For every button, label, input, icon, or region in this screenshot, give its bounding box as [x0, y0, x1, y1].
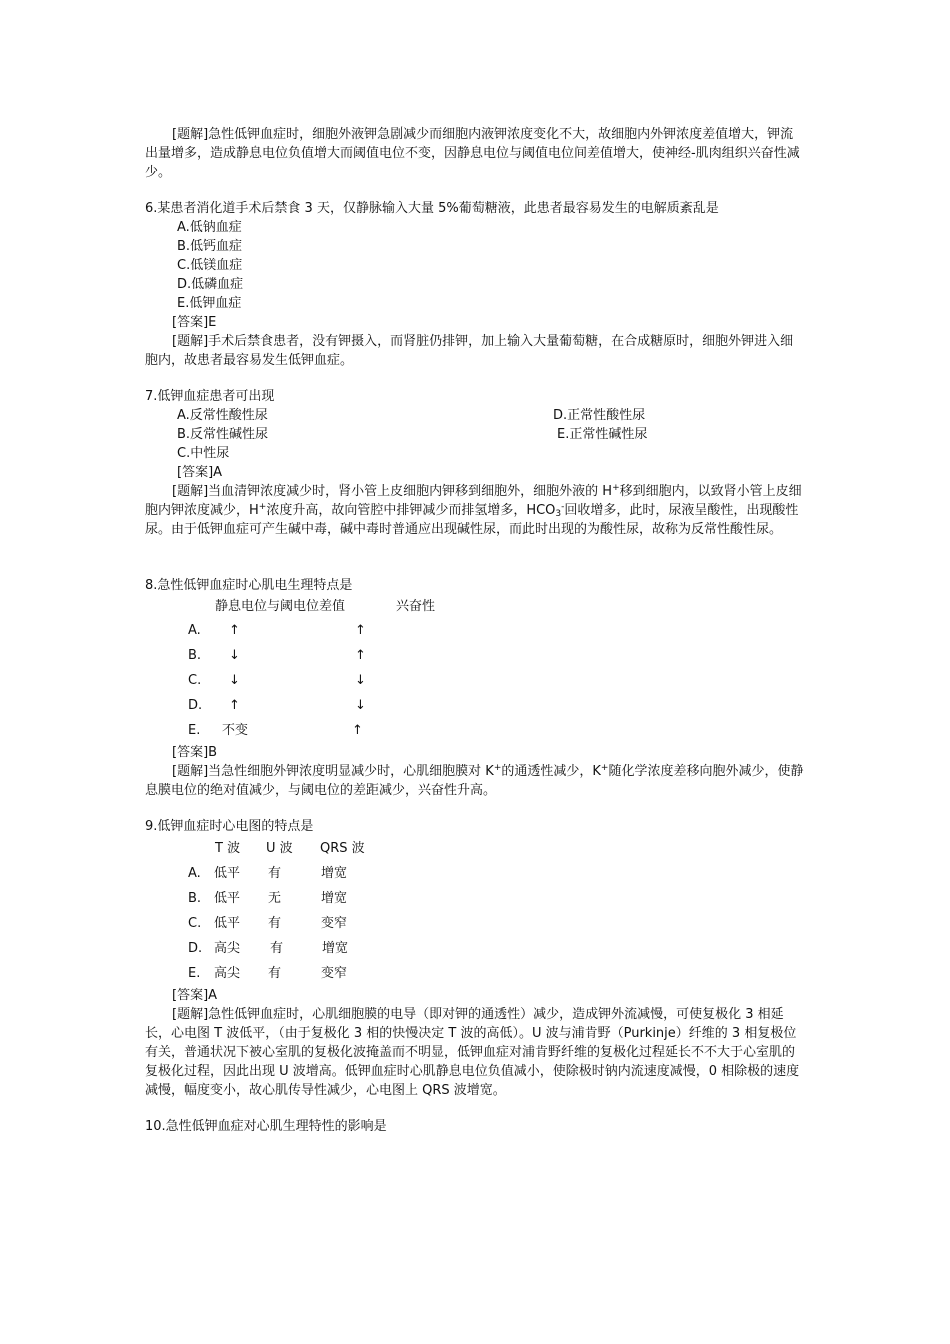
q6-option-e: E.低钾血症: [177, 296, 242, 311]
q9-row-label: D.: [188, 941, 203, 956]
q8-row-value: ↑: [352, 723, 363, 738]
q8-question: 8.急性低钾血症时心肌电生理特点是: [145, 578, 353, 593]
q8-row-value: 不变: [222, 723, 249, 738]
q8-explanation: [题解]当急性细胞外钾浓度明显减少时，心肌细胞膜对 K+的通透性减少，K+随化学浓度差移向胞外减少，使静息膜电位的绝对值减少，与阈电位的差距减少，兴奋性升高。: [145, 763, 804, 798]
q9-row-value: 有: [270, 941, 284, 956]
q9-col-header: U 波: [266, 841, 293, 856]
q8-row-value: ↑: [355, 648, 366, 663]
q9-row-label: E.: [188, 966, 201, 981]
q8-row-label: D.: [188, 698, 203, 713]
q9-row-value: 增宽: [321, 891, 348, 906]
q7-option-b: B.反常性碱性尿: [177, 427, 269, 442]
q9-row-value: 高尖: [214, 941, 241, 956]
q9-answer: [答案]A: [172, 988, 218, 1003]
q9-col-header: QRS 波: [320, 841, 365, 856]
q8-answer: [答案]B: [172, 745, 218, 760]
q9-row-value: 变窄: [321, 916, 348, 931]
q8-row-value: ↓: [229, 673, 240, 688]
q9-row-value: 低平: [214, 891, 241, 906]
q9-row-value: 变窄: [321, 966, 348, 981]
q8-row-value: ↓: [355, 673, 366, 688]
q9-row-value: 有: [268, 866, 282, 881]
q6-question: 6.某患者消化道手术后禁食 3 天，仅静脉输入大量 5%葡萄糖液，此患者最容易发生的电解质紊乱是: [145, 201, 719, 216]
q8-col-header-1: 静息电位与阈电位差值: [215, 599, 346, 614]
q7-option-d: D.正常性酸性尿: [553, 408, 646, 423]
q7-option-c: C.中性尿: [177, 446, 230, 461]
q6-explanation: [题解]手术后禁食患者，没有钾摄入，而肾脏仍排钾，加上输入大量葡萄糖，在合成糖原时，细胞外钾进入细胞内，故患者最容易发生低钾血症。: [145, 334, 794, 368]
q7-option-a: A.反常性酸性尿: [177, 408, 268, 423]
q6-option-d: D.低磷血症: [177, 277, 244, 292]
q7-question: 7.低钾血症患者可出现: [145, 389, 275, 404]
q9-row-value: 低平: [214, 916, 241, 931]
q6-option-a: A.低钠血症: [177, 220, 242, 235]
q6-option-c: C.低镁血症: [177, 258, 243, 273]
q8-row-label: E.: [188, 723, 201, 738]
q9-row-value: 增宽: [322, 941, 349, 956]
q9-col-header: T 波: [215, 841, 241, 856]
q9-question: 9.低钾血症时心电图的特点是: [145, 819, 314, 834]
q7-explanation: [题解]当血清钾浓度减少时，肾小管上皮细胞内钾移到细胞外，细胞外液的 H+移到细胞内，以致肾小管上皮细胞内钾浓度减少，H+浓度升高，故向管腔中排钾减少而排氢增多，$HCO_3^-$回收增多，此时，尿液呈酸性，出现酸性尿。由于低钾血症可产生碱中毒，碱中毒时普通应出现碱性尿，而此时出现的为酸性尿，故称为反常性酸性尿。: [145, 483, 802, 537]
q9-row-value: 无: [268, 891, 282, 906]
q10-question: 10.急性低钾血症对心肌生理特性的影响是: [145, 1119, 387, 1134]
q8-row-value: ↑: [355, 623, 366, 638]
q8-row-label: B.: [188, 648, 202, 663]
q8-row-label: A.: [188, 623, 201, 638]
q8-row-label: C.: [188, 673, 202, 688]
q5-explanation: [题解]急性低钾血症时，细胞外液钾急剧减少而细胞内液钾浓度变化不大，故细胞内外钾浓度差值增大，钾流出量增多，造成静息电位负值增大而阈值电位不变，因静息电位与阈值电位间差值增大，使神经-肌肉组织兴奋性减少。: [145, 127, 800, 180]
q9-explanation: [题解]急性低钾血症时，心肌细胞膜的电导（即对钾的通透性）减少，造成钾外流减慢，可使复极化 3 相延长，心电图 T 波低平，（由于复极化 3 相的快慢决定 T 波的高低）。U 波与浦肯野（Purkinje）纤维的 3 相复极位有关，普通状况下被心室肌的复极化波掩盖而不明显，低钾血症对浦肯野纤维的复极化过程延长不不大于心室肌的复极化过程，因此出现 U 波增高。低钾血症时心肌静息电位负值减小，使除极时钠内流速度减慢，0 相除极的速度减慢，幅度变小，故心肌传导性减少，心电图上 QRS 波增宽。: [145, 1007, 800, 1098]
q6-option-b: B.低钙血症: [177, 239, 243, 254]
q7-option-e: E.正常性碱性尿: [557, 427, 648, 442]
q9-row-value: 高尖: [214, 966, 241, 981]
q9-row-value: 低平: [214, 866, 241, 881]
q8-row-value: ↑: [229, 698, 240, 713]
q9-row-label: B.: [188, 891, 202, 906]
q9-row-value: 有: [268, 916, 282, 931]
q6-answer: [答案]E: [172, 315, 217, 330]
q9-row-value: 有: [268, 966, 282, 981]
q7-answer: [答案]A: [177, 465, 223, 480]
q9-row-label: C.: [188, 916, 202, 931]
q9-row-value: 增宽: [321, 866, 348, 881]
q9-row-label: A.: [188, 866, 201, 881]
q8-row-value: ↓: [355, 698, 366, 713]
q8-row-value: ↓: [229, 648, 240, 663]
q8-col-header-2: 兴奋性: [396, 599, 436, 614]
q8-row-value: ↑: [229, 623, 240, 638]
